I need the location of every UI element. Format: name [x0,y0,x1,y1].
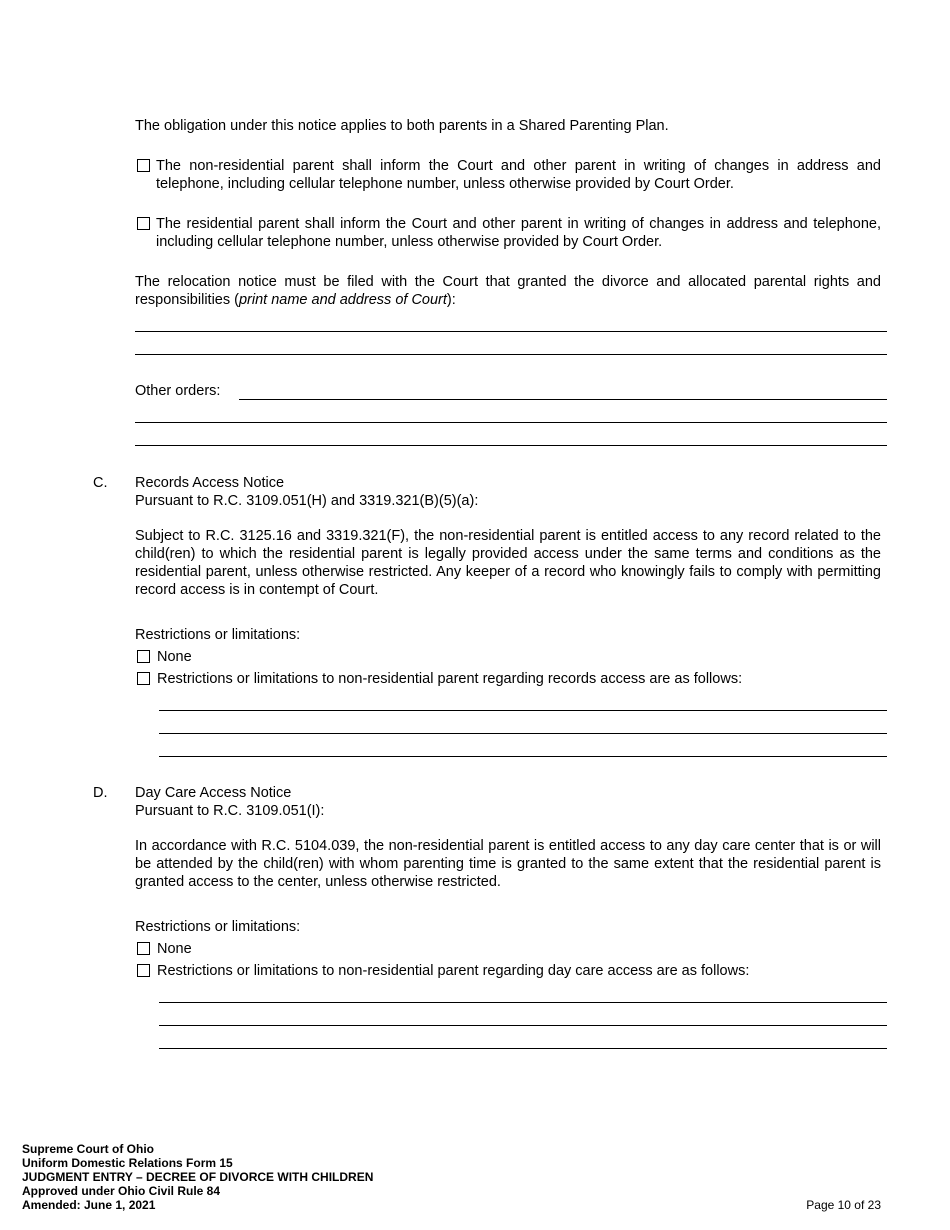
nonresidential-notice-checkbox[interactable] [137,159,150,172]
section-d-restrictions-line-1[interactable] [159,1002,887,1003]
section-c-subtitle: Pursuant to R.C. 3109.051(H) and 3319.321(B)(5)(a): [135,493,479,509]
footer-block [22,1142,373,1212]
relocation-text-after: ): [446,292,456,308]
footer-line-1: Supreme Court of Ohio [22,1142,154,1156]
section-d-subtitle: Pursuant to R.C. 3109.051(I): [135,803,325,819]
section-c-none-label: None [157,649,192,665]
section-d-restrictions-line-3[interactable] [159,1048,887,1049]
section-c-title: Records Access Notice [135,475,285,491]
section-d-letter: D. [93,785,108,801]
relocation-text [135,273,881,309]
residential-notice-checkbox[interactable] [137,217,150,230]
relocation-text-before: The relocation notice must be filed with the Court that granted the divorce and allocated parental rights and responsibilities ( [135,274,881,308]
section-d-restrictions-checkbox[interactable] [137,964,150,977]
section-d-title: Day Care Access Notice [135,785,292,801]
other-orders-label: Other orders: [135,383,221,399]
section-d-restrictions-line-2[interactable] [159,1025,887,1026]
section-c-restrictions-option-label: Restrictions or limitations to non-residential parent regarding records access are as follows: [157,671,743,687]
page-number: Page 10 of 23 [806,1198,881,1212]
footer-line-5: Amended: June 1, 2021 [22,1198,156,1212]
section-c-restrictions-line-2[interactable] [159,733,887,734]
court-address-line-2[interactable] [135,354,887,355]
footer-line-3: JUDGMENT ENTRY – DECREE OF DIVORCE WITH CHILDREN [22,1170,374,1184]
section-c-restrictions-checkbox[interactable] [137,672,150,685]
section-c-restrictions-line-3[interactable] [159,756,887,757]
section-c-letter: C. [93,475,108,491]
relocation-text-italic: print name and address of Court [238,292,447,308]
other-orders-line-1[interactable] [239,399,887,400]
residential-notice-text: The residential parent shall inform the Court and other parent in writing of changes in address and telephone, including cellular telephone number, unless otherwise provided by Court Order. [156,216,881,250]
section-c-body: Subject to R.C. 3125.16 and 3319.321(F), the non-residential parent is entitled access to any record related to the child(ren) to which the residential parent is legally provided access under the same terms and conditions as the residential parent, unless otherwise restricted. Any keeper of a record who knowingly fails to comply with permitting record access is in contempt of Court. [135,528,881,598]
other-orders-line-3[interactable] [135,445,887,446]
section-d-restrictions-option-label: Restrictions or limitations to non-residential parent regarding day care access are as follows: [157,963,750,979]
section-d-none-checkbox[interactable] [137,942,150,955]
court-address-line-1[interactable] [135,331,887,332]
section-c-restrictions-line-1[interactable] [159,710,887,711]
footer-line-4: Approved under Ohio Civil Rule 84 [22,1184,221,1198]
section-d-restrictions-label: Restrictions or limitations: [135,919,301,935]
intro-text: The obligation under this notice applies to both parents in a Shared Parenting Plan. [135,118,669,134]
section-c-restrictions-label: Restrictions or limitations: [135,627,301,643]
section-c-none-checkbox[interactable] [137,650,150,663]
section-d-body: In accordance with R.C. 5104.039, the non-residential parent is entitled access to any day care center that is or will be attended by the child(ren) with whom parenting time is granted to the same extent that the residential parent is granted access to the center, unless otherwise restricted. [135,838,881,890]
nonresidential-notice-text: The non-residential parent shall inform the Court and other parent in writing of changes in address and telephone, including cellular telephone number, unless otherwise provided by Court Order. [156,158,881,192]
section-d-none-label: None [157,941,192,957]
footer-line-2: Uniform Domestic Relations Form 15 [22,1156,233,1170]
other-orders-line-2[interactable] [135,422,887,423]
